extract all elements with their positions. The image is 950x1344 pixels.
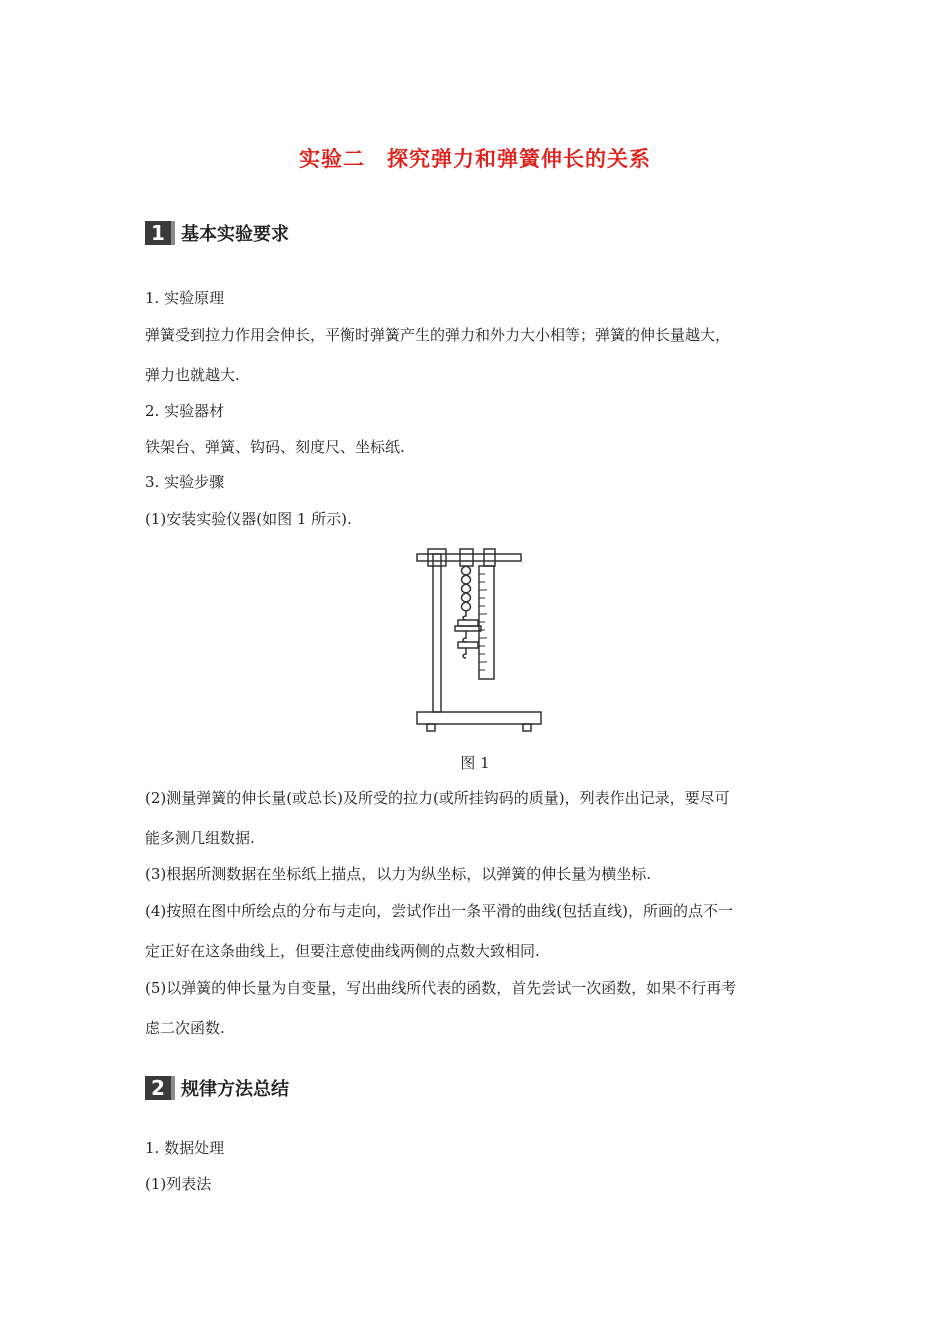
paragraph-line: 弹簧受到拉力作用会伸长，平衡时弹簧产生的弹力和外力大小相等；弹簧的伸长量越大，: [145, 326, 731, 344]
step-3: (3)根据所测数据在坐标纸上描点，以力为纵坐标，以弹簧的伸长量为横坐标.: [145, 865, 652, 883]
step-5: (5)以弹簧的伸长量为自变量，写出曲线所代表的函数，首先尝试一次函数，如果不行再考: [145, 979, 737, 997]
section-title: 规律方法总结: [181, 1079, 289, 1100]
step-4: (4)按照在图中所绘点的分布与走向，尝试作出一条平滑的曲线(包括直线)，所画的点不一: [145, 902, 733, 920]
section-number-badge: 2: [145, 1076, 171, 1100]
section-number-badge: 1: [145, 221, 171, 245]
section-heading-basic-requirements: [145, 220, 289, 246]
subheading-data-processing: 1. 数据处理: [145, 1139, 225, 1157]
paragraph-line: 虑二次函数.: [145, 1019, 225, 1037]
subheading-table-method: (1)列表法: [145, 1175, 212, 1193]
paragraph-line: 能多测几组数据.: [145, 829, 255, 847]
step-2: (2)测量弹簧的伸长量(或总长)及所受的拉力(或所挂钩码的质量)，列表作出记录，要尽可: [145, 789, 730, 807]
section-heading-method-summary: [145, 1075, 289, 1101]
subheading-steps: 3. 实验步骤: [145, 473, 225, 491]
figure-caption: 图 1: [460, 754, 490, 772]
paragraph-line: 弹力也就越大.: [145, 366, 240, 384]
section-title: 基本实验要求: [181, 224, 289, 245]
subheading-equipment: 2. 实验器材: [145, 402, 225, 420]
paragraph-line: 定正好在这条曲线上，但要注意使曲线两侧的点数大致相同.: [145, 942, 540, 960]
page-title: 实验二 探究弹力和弹簧伸长的关系: [299, 147, 651, 171]
spring-apparatus-figure: [415, 544, 545, 734]
subheading-principle: 1. 实验原理: [145, 289, 225, 307]
step-1: (1)安装实验仪器(如图 1 所示).: [145, 510, 352, 528]
paragraph-line: 铁架台、弹簧、钩码、刻度尺、坐标纸.: [145, 438, 405, 456]
